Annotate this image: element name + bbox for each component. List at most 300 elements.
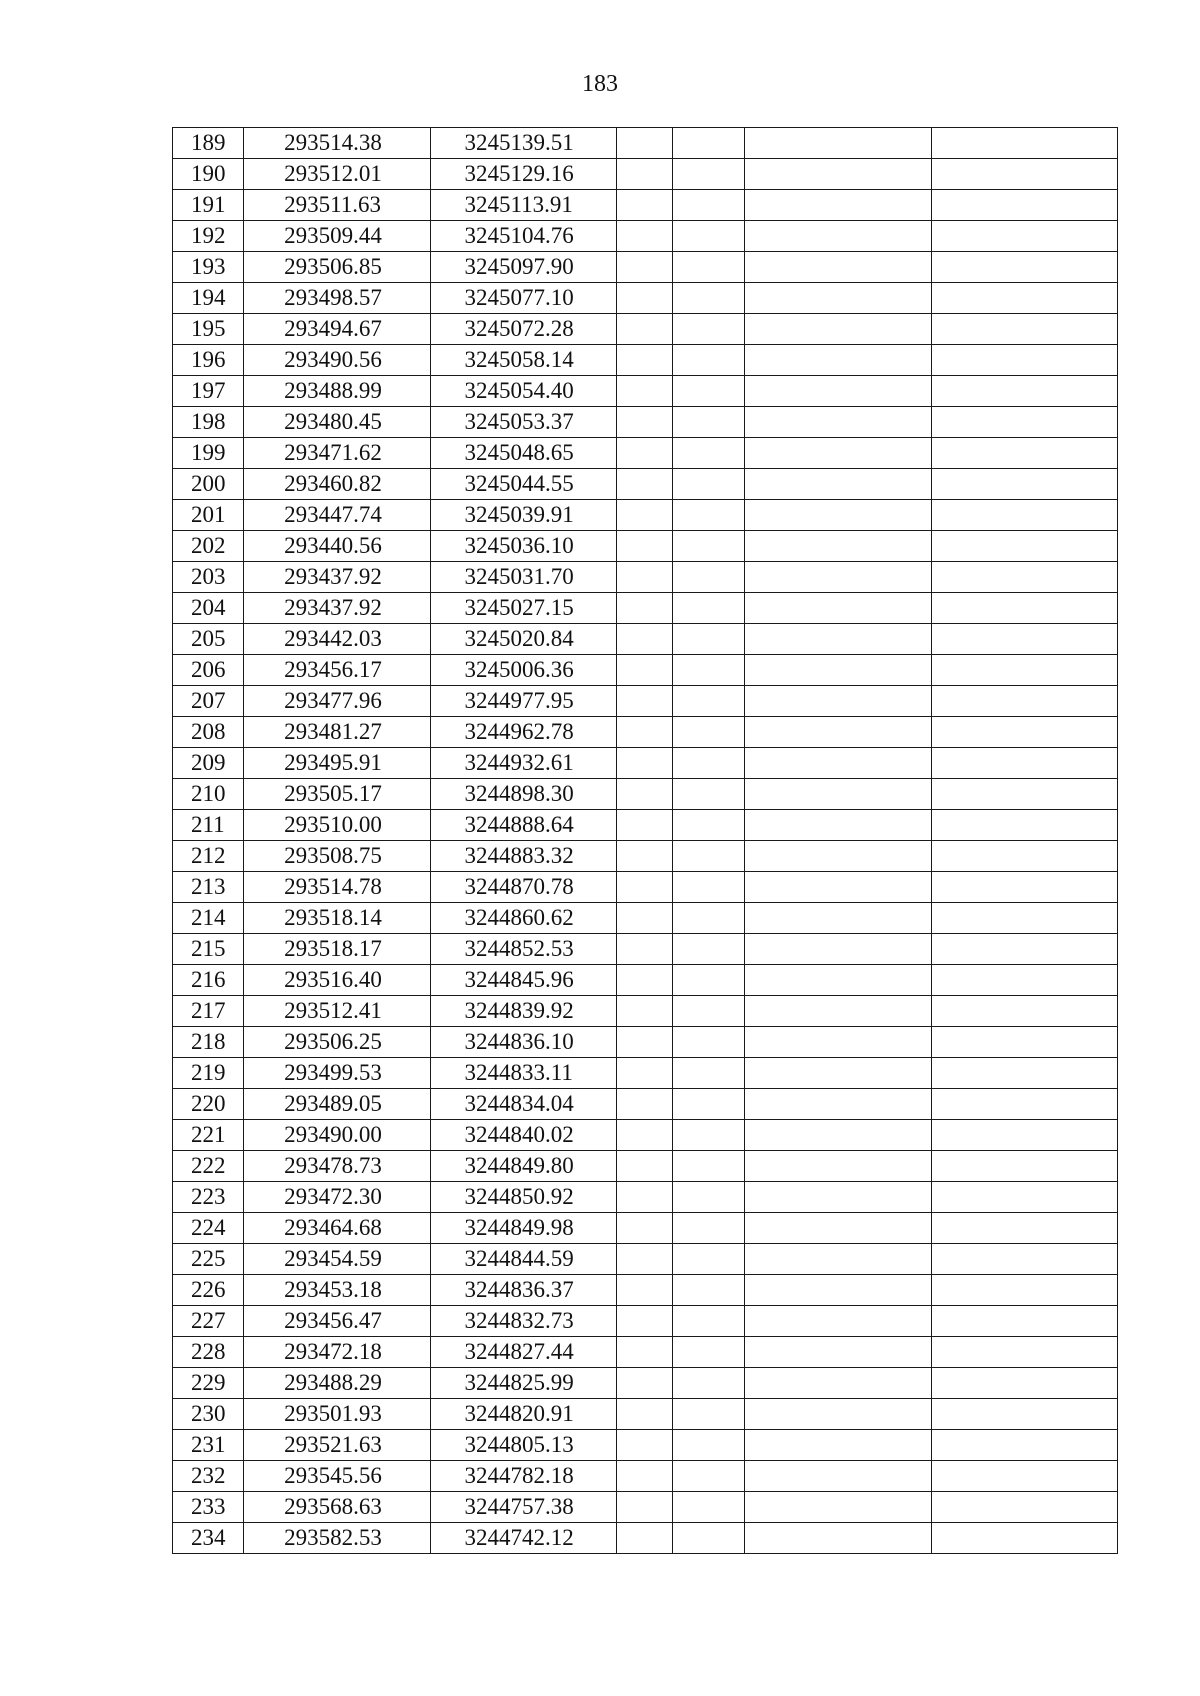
- x-coordinate-cell: 293442.03: [244, 624, 430, 655]
- y-coordinate-cell: 3245031.70: [430, 562, 616, 593]
- y-coordinate-cell: 3244805.13: [430, 1430, 616, 1461]
- x-coordinate-cell: 293509.44: [244, 221, 430, 252]
- x-coordinate-cell: 293456.17: [244, 655, 430, 686]
- empty-cell: [745, 1089, 931, 1120]
- y-coordinate-cell: 3244849.98: [430, 1213, 616, 1244]
- x-coordinate-cell: 293440.56: [244, 531, 430, 562]
- table-row: [173, 934, 1118, 965]
- empty-cell: [673, 593, 745, 624]
- empty-cell: [745, 717, 931, 748]
- table-row: [173, 779, 1118, 810]
- y-coordinate-cell: 3245072.28: [430, 314, 616, 345]
- empty-cell: [673, 1213, 745, 1244]
- point-number-cell: 194: [173, 283, 244, 314]
- empty-cell: [616, 779, 672, 810]
- empty-cell: [745, 128, 931, 159]
- y-coordinate-cell: 3244757.38: [430, 1492, 616, 1523]
- empty-cell: [745, 1027, 931, 1058]
- table-row: [173, 1120, 1118, 1151]
- x-coordinate-cell: 293518.14: [244, 903, 430, 934]
- empty-cell: [745, 1430, 931, 1461]
- table-row: [173, 1461, 1118, 1492]
- y-coordinate-cell: 3244850.92: [430, 1182, 616, 1213]
- coordinate-table: [172, 127, 1118, 1554]
- empty-cell: [745, 1120, 931, 1151]
- table-row: [173, 252, 1118, 283]
- x-coordinate-cell: 293488.99: [244, 376, 430, 407]
- empty-cell: [931, 1337, 1117, 1368]
- point-number-cell: 220: [173, 1089, 244, 1120]
- empty-cell: [931, 1399, 1117, 1430]
- empty-cell: [673, 407, 745, 438]
- table-row: [173, 469, 1118, 500]
- point-number-cell: 205: [173, 624, 244, 655]
- empty-cell: [616, 1089, 672, 1120]
- empty-cell: [931, 221, 1117, 252]
- y-coordinate-cell: 3245058.14: [430, 345, 616, 376]
- empty-cell: [673, 1027, 745, 1058]
- empty-cell: [931, 1306, 1117, 1337]
- x-coordinate-cell: 293518.17: [244, 934, 430, 965]
- table-row: [173, 593, 1118, 624]
- x-coordinate-cell: 293501.93: [244, 1399, 430, 1430]
- empty-cell: [931, 686, 1117, 717]
- empty-cell: [616, 686, 672, 717]
- table-row: [173, 1151, 1118, 1182]
- empty-cell: [616, 1399, 672, 1430]
- empty-cell: [745, 965, 931, 996]
- empty-cell: [673, 655, 745, 686]
- empty-cell: [673, 283, 745, 314]
- point-number-cell: 203: [173, 562, 244, 593]
- empty-cell: [745, 1213, 931, 1244]
- empty-cell: [931, 996, 1117, 1027]
- empty-cell: [616, 128, 672, 159]
- empty-cell: [616, 965, 672, 996]
- empty-cell: [931, 1461, 1117, 1492]
- empty-cell: [616, 345, 672, 376]
- empty-cell: [616, 934, 672, 965]
- empty-cell: [745, 1151, 931, 1182]
- empty-cell: [931, 531, 1117, 562]
- point-number-cell: 211: [173, 810, 244, 841]
- empty-cell: [673, 996, 745, 1027]
- point-number-cell: 228: [173, 1337, 244, 1368]
- y-coordinate-cell: 3245129.16: [430, 159, 616, 190]
- empty-cell: [931, 190, 1117, 221]
- empty-cell: [745, 376, 931, 407]
- empty-cell: [673, 624, 745, 655]
- y-coordinate-cell: 3244820.91: [430, 1399, 616, 1430]
- x-coordinate-cell: 293477.96: [244, 686, 430, 717]
- y-coordinate-cell: 3245044.55: [430, 469, 616, 500]
- empty-cell: [745, 748, 931, 779]
- empty-cell: [745, 934, 931, 965]
- empty-cell: [745, 624, 931, 655]
- empty-cell: [673, 717, 745, 748]
- y-coordinate-cell: 3245097.90: [430, 252, 616, 283]
- point-number-cell: 226: [173, 1275, 244, 1306]
- y-coordinate-cell: 3244852.53: [430, 934, 616, 965]
- x-coordinate-cell: 293582.53: [244, 1523, 430, 1554]
- coordinate-table-body: [173, 128, 1118, 1554]
- empty-cell: [616, 872, 672, 903]
- empty-cell: [931, 624, 1117, 655]
- point-number-cell: 202: [173, 531, 244, 562]
- point-number-cell: 212: [173, 841, 244, 872]
- empty-cell: [616, 407, 672, 438]
- empty-cell: [673, 1151, 745, 1182]
- empty-cell: [931, 1058, 1117, 1089]
- empty-cell: [931, 1120, 1117, 1151]
- x-coordinate-cell: 293505.17: [244, 779, 430, 810]
- table-row: [173, 1182, 1118, 1213]
- y-coordinate-cell: 3244849.80: [430, 1151, 616, 1182]
- empty-cell: [745, 1461, 931, 1492]
- empty-cell: [673, 128, 745, 159]
- empty-cell: [673, 965, 745, 996]
- empty-cell: [616, 221, 672, 252]
- point-number-cell: 216: [173, 965, 244, 996]
- empty-cell: [616, 531, 672, 562]
- x-coordinate-cell: 293480.45: [244, 407, 430, 438]
- point-number-cell: 190: [173, 159, 244, 190]
- table-row: [173, 1523, 1118, 1554]
- y-coordinate-cell: 3244977.95: [430, 686, 616, 717]
- x-coordinate-cell: 293506.85: [244, 252, 430, 283]
- table-row: [173, 686, 1118, 717]
- table-row: [173, 872, 1118, 903]
- empty-cell: [616, 841, 672, 872]
- empty-cell: [673, 686, 745, 717]
- empty-cell: [616, 252, 672, 283]
- y-coordinate-cell: 3245139.51: [430, 128, 616, 159]
- x-coordinate-cell: 293447.74: [244, 500, 430, 531]
- point-number-cell: 208: [173, 717, 244, 748]
- x-coordinate-cell: 293506.25: [244, 1027, 430, 1058]
- empty-cell: [931, 1492, 1117, 1523]
- empty-cell: [931, 1151, 1117, 1182]
- x-coordinate-cell: 293456.47: [244, 1306, 430, 1337]
- table-row: [173, 748, 1118, 779]
- table-row: [173, 841, 1118, 872]
- empty-cell: [745, 221, 931, 252]
- empty-cell: [745, 1523, 931, 1554]
- y-coordinate-cell: 3244742.12: [430, 1523, 616, 1554]
- point-number-cell: 197: [173, 376, 244, 407]
- x-coordinate-cell: 293488.29: [244, 1368, 430, 1399]
- x-coordinate-cell: 293453.18: [244, 1275, 430, 1306]
- table-row: [173, 1399, 1118, 1430]
- empty-cell: [616, 810, 672, 841]
- empty-cell: [616, 1430, 672, 1461]
- y-coordinate-cell: 3244840.02: [430, 1120, 616, 1151]
- empty-cell: [673, 1492, 745, 1523]
- table-row: [173, 345, 1118, 376]
- point-number-cell: 213: [173, 872, 244, 903]
- x-coordinate-cell: 293512.01: [244, 159, 430, 190]
- x-coordinate-cell: 293472.18: [244, 1337, 430, 1368]
- empty-cell: [616, 283, 672, 314]
- x-coordinate-cell: 293499.53: [244, 1058, 430, 1089]
- empty-cell: [931, 1523, 1117, 1554]
- point-number-cell: 229: [173, 1368, 244, 1399]
- empty-cell: [745, 903, 931, 934]
- empty-cell: [616, 655, 672, 686]
- y-coordinate-cell: 3244845.96: [430, 965, 616, 996]
- empty-cell: [616, 1244, 672, 1275]
- table-row: [173, 562, 1118, 593]
- point-number-cell: 204: [173, 593, 244, 624]
- point-number-cell: 196: [173, 345, 244, 376]
- empty-cell: [616, 1306, 672, 1337]
- point-number-cell: 234: [173, 1523, 244, 1554]
- x-coordinate-cell: 293494.67: [244, 314, 430, 345]
- empty-cell: [673, 779, 745, 810]
- x-coordinate-cell: 293481.27: [244, 717, 430, 748]
- y-coordinate-cell: 3245053.37: [430, 407, 616, 438]
- empty-cell: [931, 128, 1117, 159]
- y-coordinate-cell: 3244825.99: [430, 1368, 616, 1399]
- empty-cell: [673, 159, 745, 190]
- empty-cell: [616, 1523, 672, 1554]
- empty-cell: [616, 903, 672, 934]
- y-coordinate-cell: 3245077.10: [430, 283, 616, 314]
- y-coordinate-cell: 3244844.59: [430, 1244, 616, 1275]
- empty-cell: [616, 562, 672, 593]
- point-number-cell: 221: [173, 1120, 244, 1151]
- empty-cell: [673, 252, 745, 283]
- empty-cell: [616, 748, 672, 779]
- empty-cell: [673, 1182, 745, 1213]
- empty-cell: [673, 500, 745, 531]
- table-row: [173, 438, 1118, 469]
- table-row: [173, 376, 1118, 407]
- empty-cell: [931, 903, 1117, 934]
- empty-cell: [931, 748, 1117, 779]
- empty-cell: [616, 1461, 672, 1492]
- empty-cell: [673, 748, 745, 779]
- empty-cell: [931, 593, 1117, 624]
- empty-cell: [616, 190, 672, 221]
- x-coordinate-cell: 293508.75: [244, 841, 430, 872]
- empty-cell: [745, 1306, 931, 1337]
- table-row: [173, 314, 1118, 345]
- y-coordinate-cell: 3245006.36: [430, 655, 616, 686]
- empty-cell: [673, 1244, 745, 1275]
- empty-cell: [745, 810, 931, 841]
- empty-cell: [745, 779, 931, 810]
- empty-cell: [745, 996, 931, 1027]
- point-number-cell: 191: [173, 190, 244, 221]
- table-row: [173, 407, 1118, 438]
- empty-cell: [616, 469, 672, 500]
- table-row: [173, 1244, 1118, 1275]
- empty-cell: [931, 872, 1117, 903]
- empty-cell: [673, 1430, 745, 1461]
- empty-cell: [616, 996, 672, 1027]
- point-number-cell: 219: [173, 1058, 244, 1089]
- empty-cell: [673, 190, 745, 221]
- empty-cell: [745, 1368, 931, 1399]
- x-coordinate-cell: 293498.57: [244, 283, 430, 314]
- empty-cell: [673, 1523, 745, 1554]
- point-number-cell: 189: [173, 128, 244, 159]
- x-coordinate-cell: 293514.78: [244, 872, 430, 903]
- empty-cell: [673, 345, 745, 376]
- empty-cell: [931, 1368, 1117, 1399]
- empty-cell: [673, 376, 745, 407]
- x-coordinate-cell: 293471.62: [244, 438, 430, 469]
- point-number-cell: 201: [173, 500, 244, 531]
- table-row: [173, 1492, 1118, 1523]
- y-coordinate-cell: 3244883.32: [430, 841, 616, 872]
- y-coordinate-cell: 3244962.78: [430, 717, 616, 748]
- y-coordinate-cell: 3244832.73: [430, 1306, 616, 1337]
- empty-cell: [616, 1120, 672, 1151]
- y-coordinate-cell: 3244827.44: [430, 1337, 616, 1368]
- table-row: [173, 531, 1118, 562]
- empty-cell: [931, 965, 1117, 996]
- y-coordinate-cell: 3244932.61: [430, 748, 616, 779]
- table-row: [173, 965, 1118, 996]
- empty-cell: [616, 1492, 672, 1523]
- empty-cell: [673, 1306, 745, 1337]
- empty-cell: [745, 407, 931, 438]
- x-coordinate-cell: 293464.68: [244, 1213, 430, 1244]
- empty-cell: [616, 438, 672, 469]
- empty-cell: [673, 810, 745, 841]
- empty-cell: [931, 159, 1117, 190]
- y-coordinate-cell: 3245104.76: [430, 221, 616, 252]
- table-row: [173, 1337, 1118, 1368]
- table-row: [173, 903, 1118, 934]
- point-number-cell: 232: [173, 1461, 244, 1492]
- x-coordinate-cell: 293454.59: [244, 1244, 430, 1275]
- empty-cell: [673, 1368, 745, 1399]
- empty-cell: [673, 1058, 745, 1089]
- point-number-cell: 218: [173, 1027, 244, 1058]
- empty-cell: [931, 1182, 1117, 1213]
- empty-cell: [673, 531, 745, 562]
- point-number-cell: 207: [173, 686, 244, 717]
- table-row: [173, 159, 1118, 190]
- empty-cell: [673, 438, 745, 469]
- empty-cell: [745, 686, 931, 717]
- y-coordinate-cell: 3244833.11: [430, 1058, 616, 1089]
- point-number-cell: 199: [173, 438, 244, 469]
- empty-cell: [616, 314, 672, 345]
- y-coordinate-cell: 3244888.64: [430, 810, 616, 841]
- empty-cell: [616, 1275, 672, 1306]
- table-row: [173, 1430, 1118, 1461]
- point-number-cell: 210: [173, 779, 244, 810]
- empty-cell: [616, 376, 672, 407]
- empty-cell: [931, 779, 1117, 810]
- empty-cell: [673, 1089, 745, 1120]
- empty-cell: [931, 376, 1117, 407]
- y-coordinate-cell: 3244782.18: [430, 1461, 616, 1492]
- empty-cell: [616, 1182, 672, 1213]
- empty-cell: [931, 1089, 1117, 1120]
- empty-cell: [745, 314, 931, 345]
- y-coordinate-cell: 3244836.37: [430, 1275, 616, 1306]
- empty-cell: [673, 1120, 745, 1151]
- table-row: [173, 810, 1118, 841]
- empty-cell: [616, 624, 672, 655]
- empty-cell: [931, 469, 1117, 500]
- point-number-cell: 200: [173, 469, 244, 500]
- x-coordinate-cell: 293514.38: [244, 128, 430, 159]
- table-row: [173, 1213, 1118, 1244]
- empty-cell: [745, 190, 931, 221]
- empty-cell: [931, 1244, 1117, 1275]
- y-coordinate-cell: 3244860.62: [430, 903, 616, 934]
- empty-cell: [673, 314, 745, 345]
- table-row: [173, 1089, 1118, 1120]
- empty-cell: [673, 562, 745, 593]
- table-row: [173, 500, 1118, 531]
- empty-cell: [745, 500, 931, 531]
- point-number-cell: 217: [173, 996, 244, 1027]
- point-number-cell: 214: [173, 903, 244, 934]
- x-coordinate-cell: 293512.41: [244, 996, 430, 1027]
- empty-cell: [931, 934, 1117, 965]
- empty-cell: [673, 841, 745, 872]
- x-coordinate-cell: 293516.40: [244, 965, 430, 996]
- point-number-cell: 222: [173, 1151, 244, 1182]
- x-coordinate-cell: 293521.63: [244, 1430, 430, 1461]
- table-row: [173, 283, 1118, 314]
- y-coordinate-cell: 3245020.84: [430, 624, 616, 655]
- empty-cell: [616, 1368, 672, 1399]
- y-coordinate-cell: 3244870.78: [430, 872, 616, 903]
- point-number-cell: 227: [173, 1306, 244, 1337]
- empty-cell: [931, 1275, 1117, 1306]
- empty-cell: [673, 1399, 745, 1430]
- empty-cell: [931, 345, 1117, 376]
- y-coordinate-cell: 3244834.04: [430, 1089, 616, 1120]
- table-row: [173, 221, 1118, 252]
- table-row: [173, 624, 1118, 655]
- empty-cell: [745, 469, 931, 500]
- empty-cell: [673, 903, 745, 934]
- x-coordinate-cell: 293490.56: [244, 345, 430, 376]
- y-coordinate-cell: 3245036.10: [430, 531, 616, 562]
- empty-cell: [745, 531, 931, 562]
- page-number: 183: [582, 71, 618, 97]
- point-number-cell: 192: [173, 221, 244, 252]
- table-row: [173, 655, 1118, 686]
- empty-cell: [931, 810, 1117, 841]
- point-number-cell: 215: [173, 934, 244, 965]
- x-coordinate-cell: 293490.00: [244, 1120, 430, 1151]
- y-coordinate-cell: 3245039.91: [430, 500, 616, 531]
- empty-cell: [745, 252, 931, 283]
- x-coordinate-cell: 293460.82: [244, 469, 430, 500]
- empty-cell: [931, 500, 1117, 531]
- y-coordinate-cell: 3245113.91: [430, 190, 616, 221]
- empty-cell: [745, 1058, 931, 1089]
- x-coordinate-cell: 293545.56: [244, 1461, 430, 1492]
- empty-cell: [931, 562, 1117, 593]
- empty-cell: [745, 1492, 931, 1523]
- empty-cell: [931, 655, 1117, 686]
- empty-cell: [745, 1337, 931, 1368]
- x-coordinate-cell: 293437.92: [244, 593, 430, 624]
- table-row: [173, 1275, 1118, 1306]
- empty-cell: [745, 841, 931, 872]
